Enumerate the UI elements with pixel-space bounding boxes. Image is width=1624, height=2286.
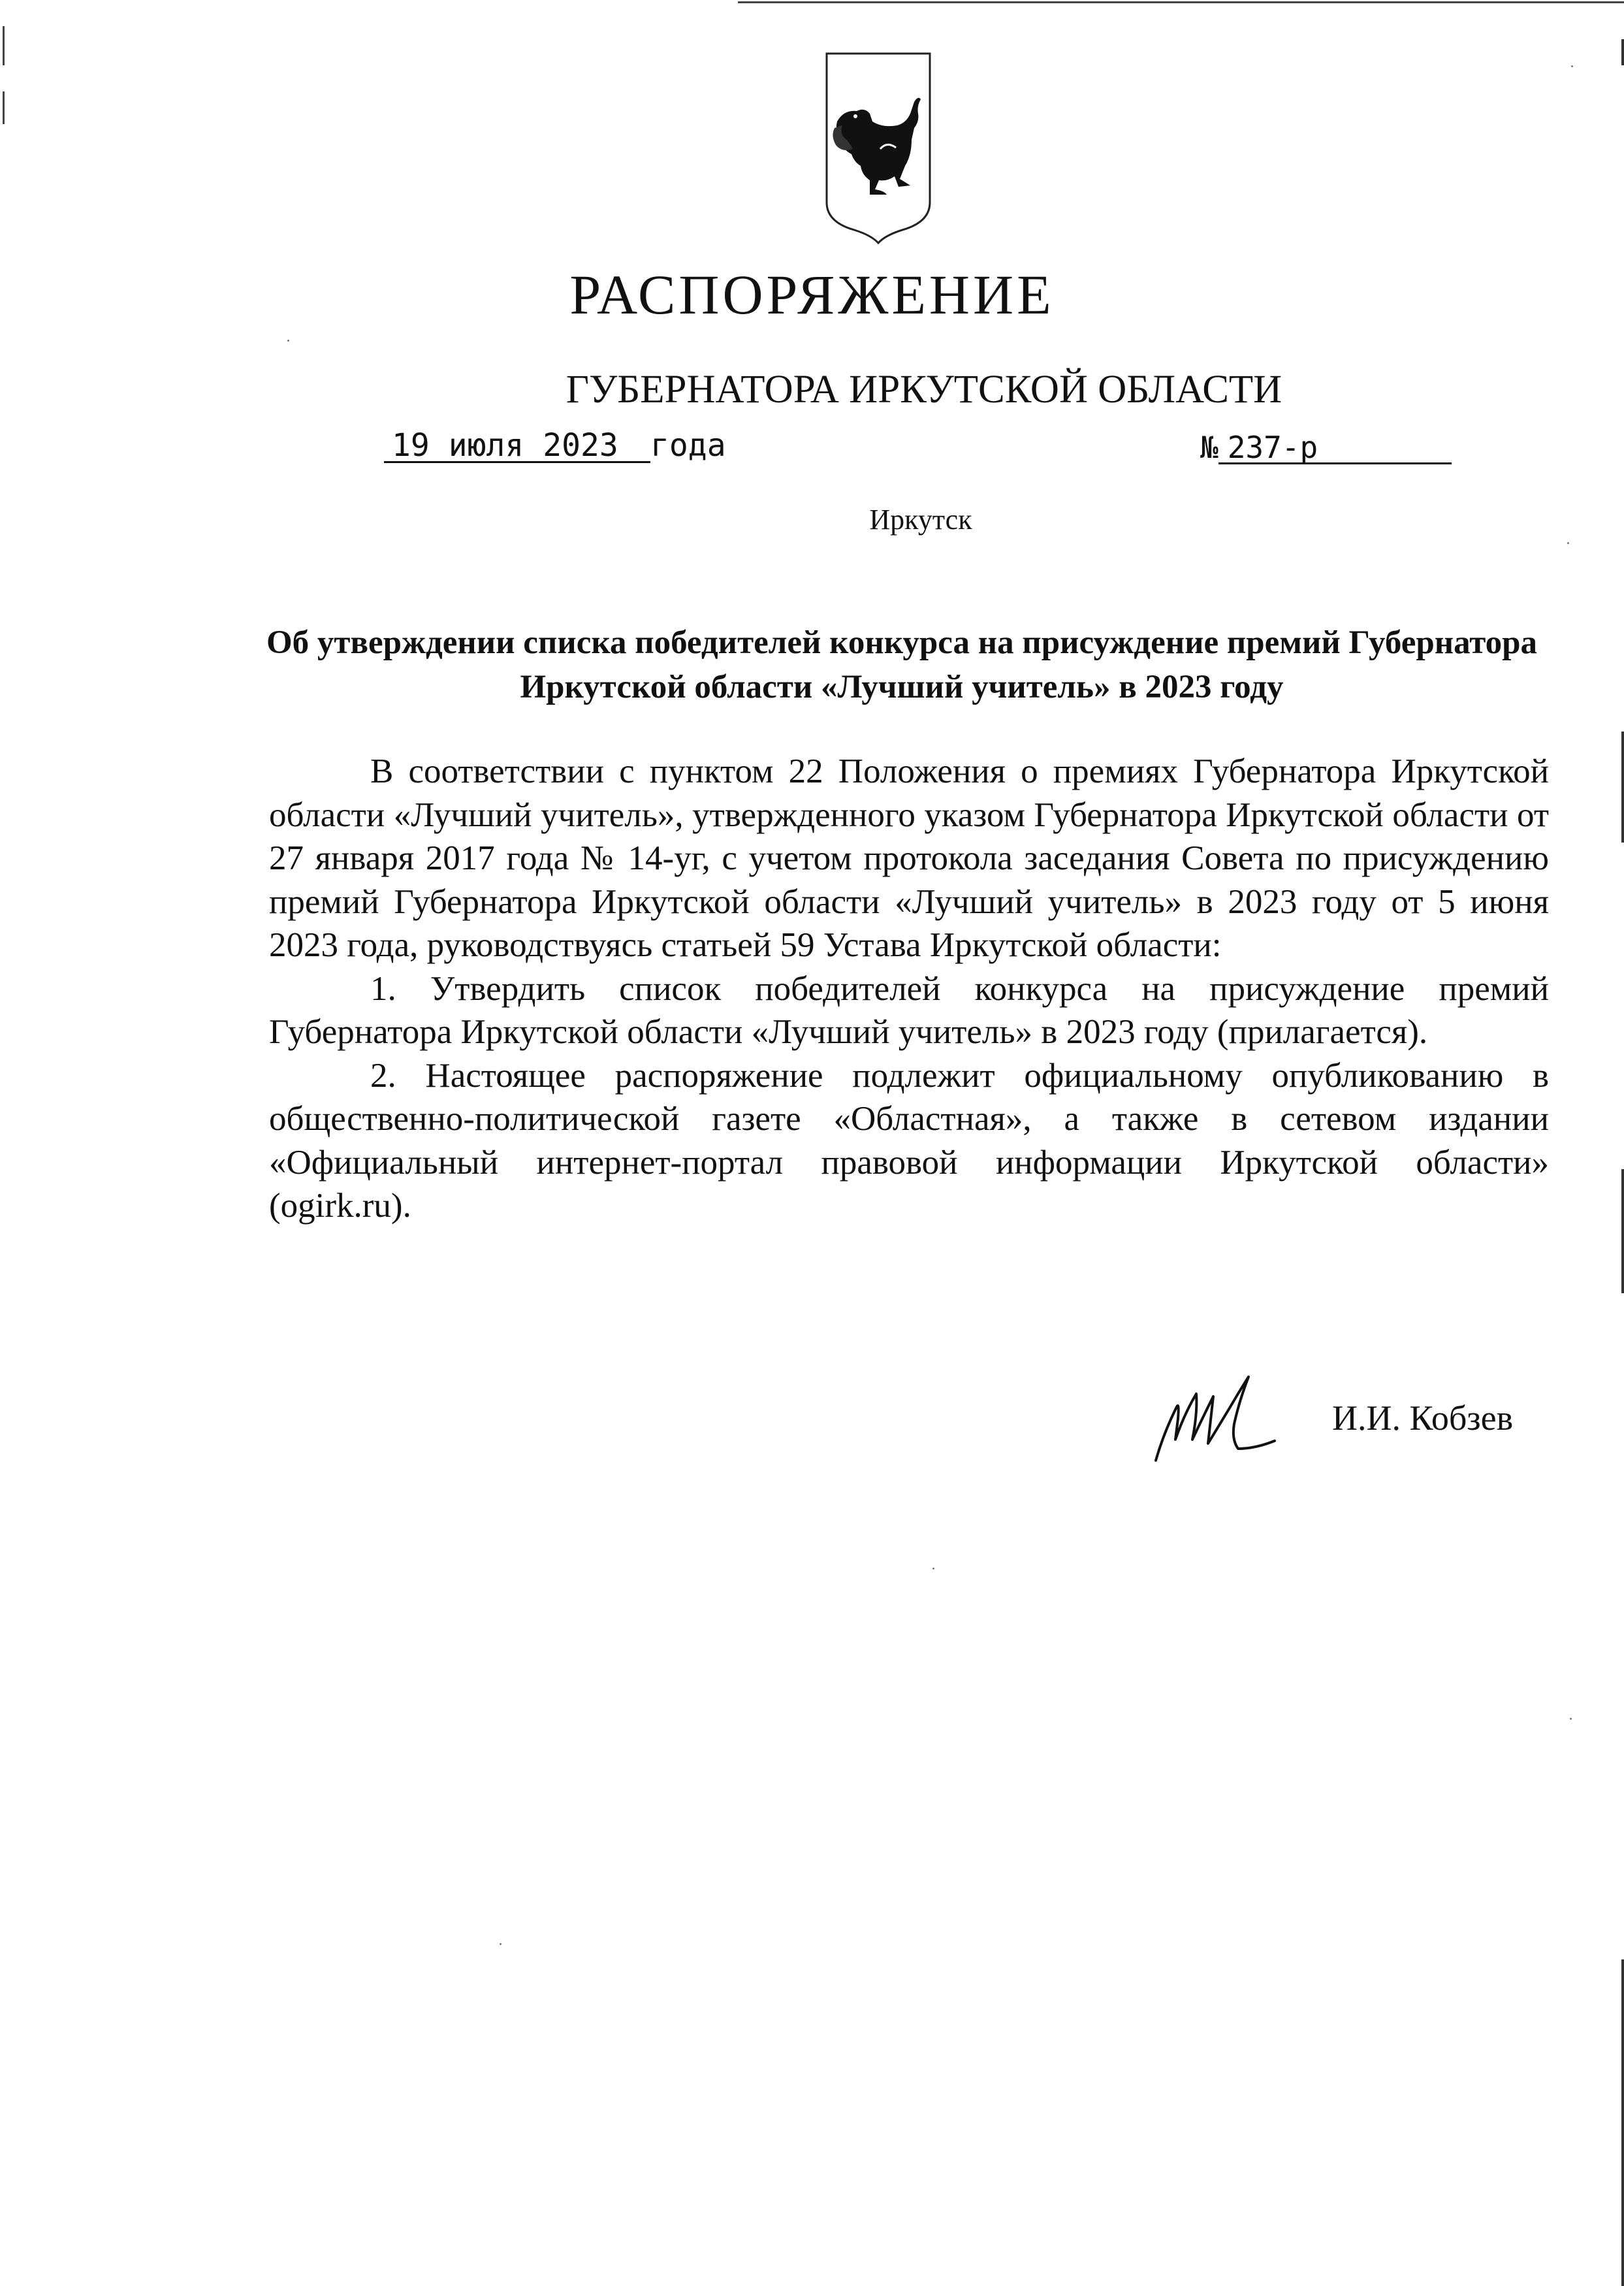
scan-edge-left xyxy=(3,26,5,65)
document-date xyxy=(384,427,726,464)
date-value: 19 июля 2023 xyxy=(384,430,650,463)
body-paragraph: 1. Утвердить список победителей конкурса на присуждение премий Губернатора Иркутской области «Лучший учитель» в 2023 году (прилагается). xyxy=(269,969,1549,1051)
scan-edge-left xyxy=(3,91,5,124)
scan-speck xyxy=(1570,1718,1572,1720)
scan-speck xyxy=(287,340,289,342)
irkutsk-coat-of-arms-icon xyxy=(824,51,932,246)
body-paragraph: В соответствии с пунктом 22 Положения о премиях Губернатора Иркутской области «Лучший учитель», утвержденного указом Губернатора Иркутской области от 27 января 2017 года № 14-уг, с учетом протокола заседания Совета по присуждению премий Губернатора Иркутской области «Лучший учитель» в 2023 году от 5 июня 2023 года, руководствуясь статьей 59 Устава Иркутской области: xyxy=(269,752,1549,964)
document-title: РАСПОРЯЖЕНИЕ xyxy=(569,263,1055,326)
scan-edge-top xyxy=(738,1,1624,3)
handwritten-signature xyxy=(1151,1368,1281,1466)
scan-edge-right xyxy=(1621,732,1624,843)
scan-speck xyxy=(1571,65,1573,67)
document-heading: Об утверждении списка победителей конкурса на присуждение премий Губернатора Иркутской области «Лучший учитель» в 2023 году xyxy=(266,624,1538,705)
document-city: Иркутск xyxy=(869,504,972,536)
date-suffix: года xyxy=(650,427,726,464)
scan-edge-right xyxy=(1621,39,1624,65)
scan-edge-right xyxy=(1621,1959,1624,2286)
document-number xyxy=(1200,432,1452,464)
document-body xyxy=(269,750,1549,1228)
scan-speck xyxy=(1567,542,1569,544)
scan-edge-right xyxy=(1621,1169,1624,1293)
scan-speck xyxy=(932,1568,934,1570)
number-prefix: № xyxy=(1200,430,1218,465)
document-subtitle: ГУБЕРНАТОРА ИРКУТСКОЙ ОБЛАСТИ xyxy=(565,368,1282,411)
number-value: 237-р xyxy=(1218,432,1452,464)
signer-name: И.И. Кобзев xyxy=(1332,1398,1514,1438)
scan-speck xyxy=(500,1943,502,1945)
body-paragraph: 2. Настоящее распоряжение подлежит официальному опубликованию в общественно-политической газете «Областная», а также в сетевом издании «Официальный интернет-портал правовой информации Иркутской области» (ogirk.ru). xyxy=(269,1056,1549,1225)
